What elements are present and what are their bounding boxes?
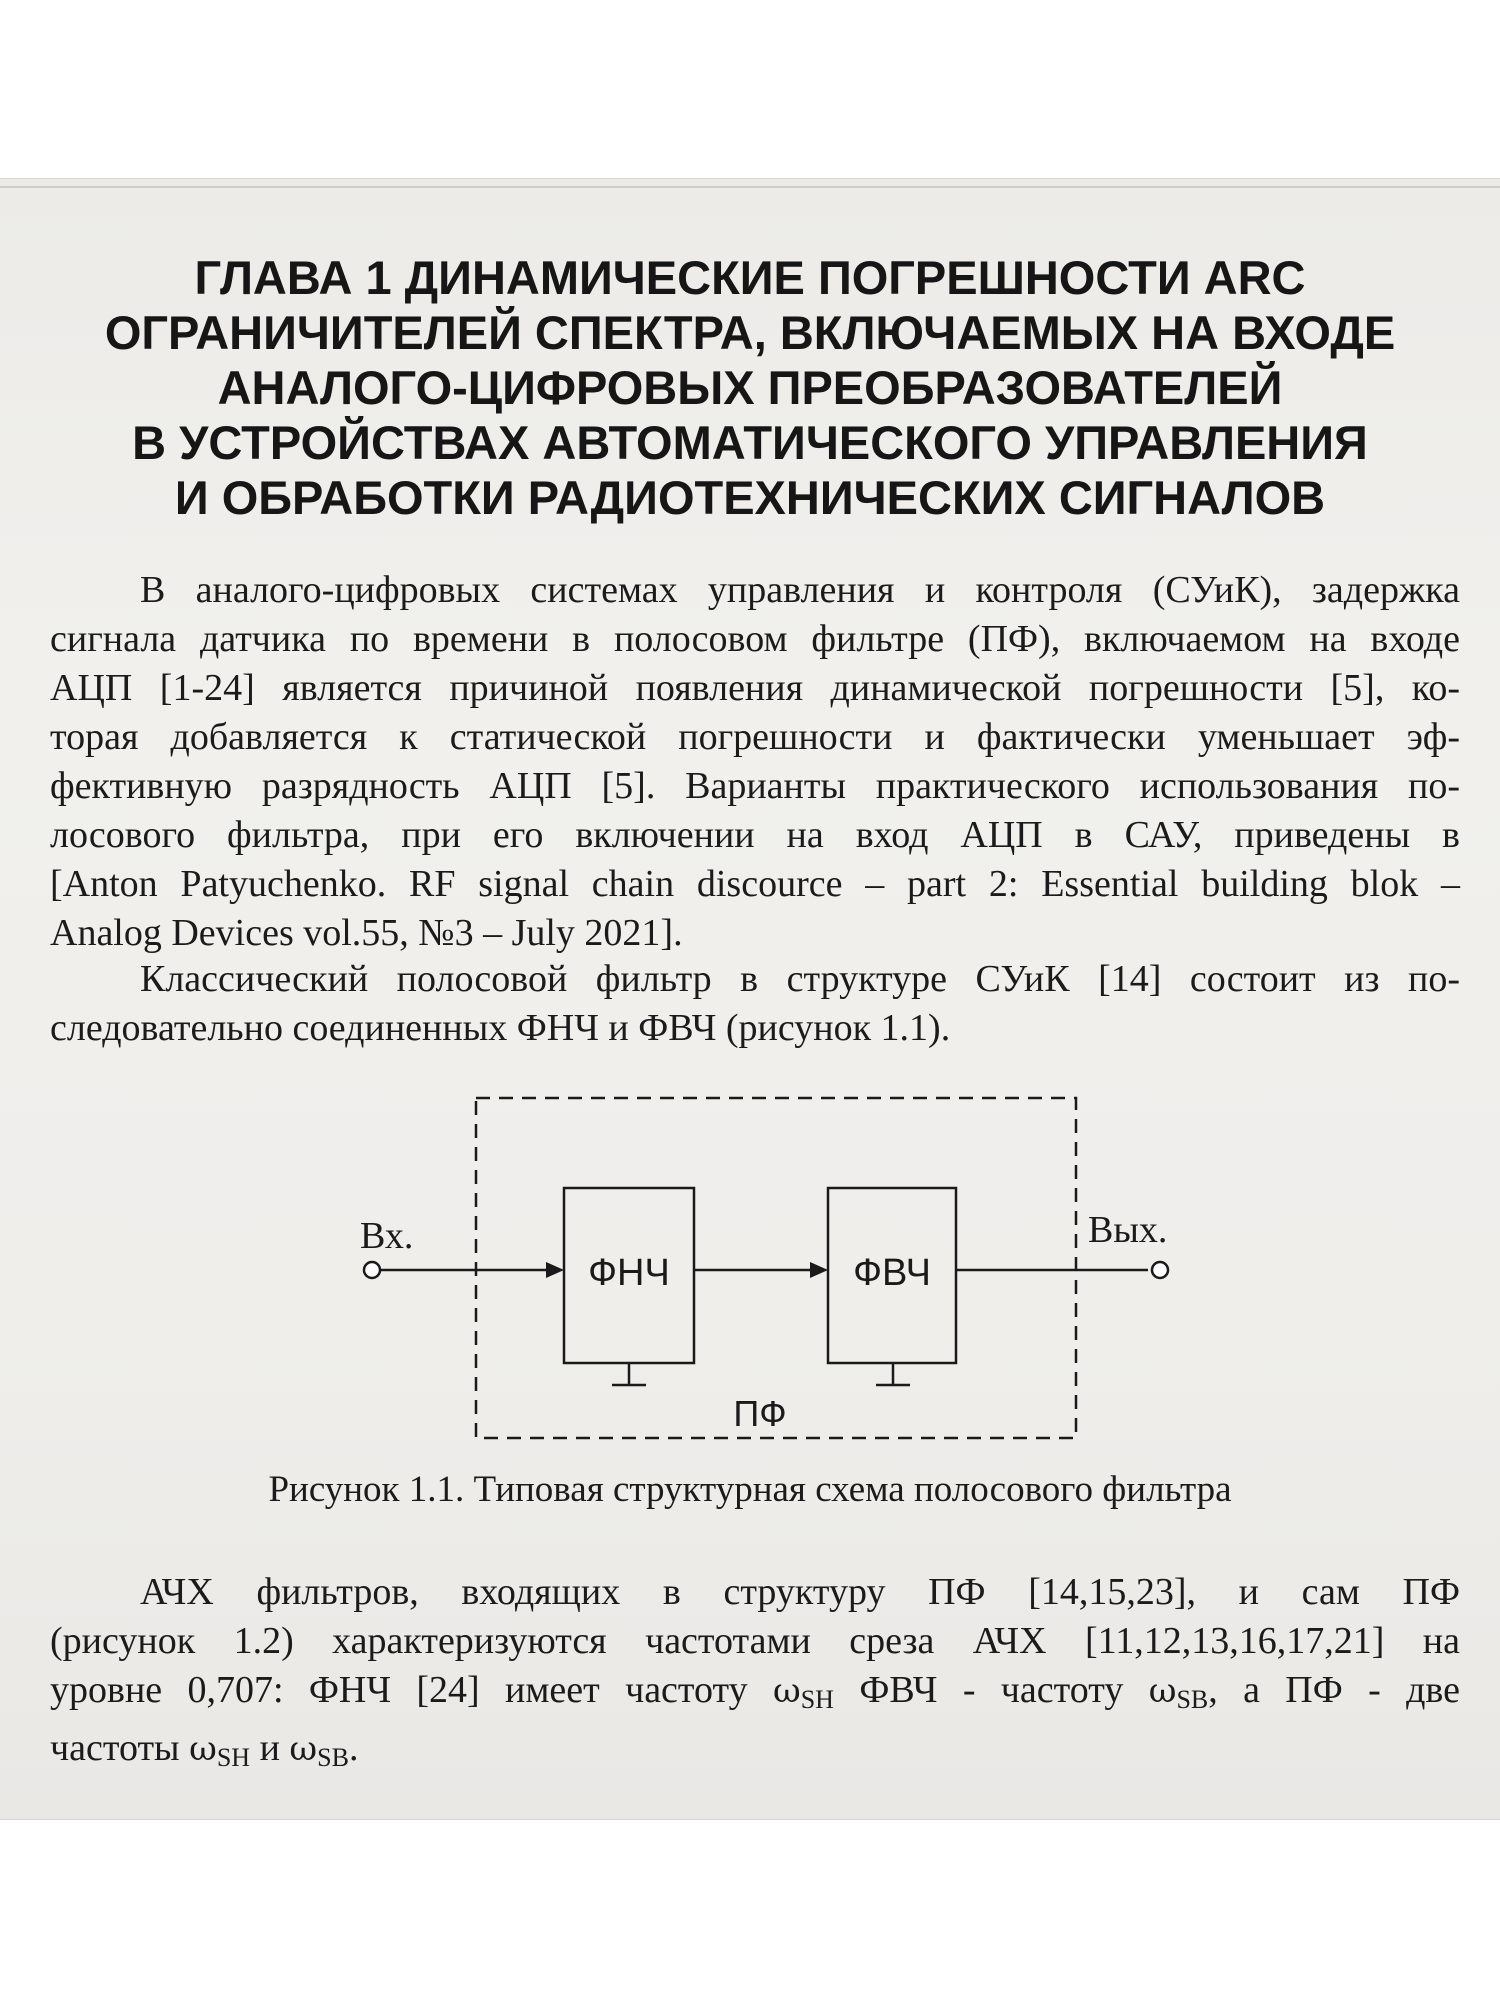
omega-symbol: ω bbox=[772, 1671, 801, 1711]
paragraph-intro bbox=[50, 566, 1460, 958]
lpf-label: ФНЧ bbox=[588, 1252, 670, 1294]
text-line: Analog Devices vol.55, №3 – July 2021]. bbox=[50, 912, 683, 954]
text-line: фективную разрядность АЦП [5]. Варианты практического использования по- bbox=[50, 765, 1460, 807]
chapter-title bbox=[90, 250, 1410, 525]
subscript-sh: SH bbox=[216, 1743, 251, 1772]
text-line: АЦП [1-24] является причиной появления динамической погрешности [5], ко- bbox=[50, 667, 1460, 709]
page-top-edge bbox=[0, 186, 1500, 188]
omega-symbol: ω bbox=[1148, 1671, 1177, 1711]
title-line: ОГРАНИЧИТЕЛЕЙ СПЕКТРА, ВКЛЮЧАЕМЫХ НА ВХОДЕ bbox=[104, 306, 1396, 359]
paragraph-frequency-response bbox=[50, 1568, 1460, 1782]
arrow-to-hpf bbox=[810, 1262, 828, 1278]
text-line: лосового фильтра, при его включении на вход АЦП в САУ, приведены в bbox=[50, 814, 1460, 856]
title-line: АНАЛОГО-ЦИФРОВЫХ ПРЕОБРАЗОВАТЕЛЕЙ bbox=[217, 361, 1283, 414]
text-line: сигнала датчика по времени в полосовом фильтре (ПФ), включаемом на входе bbox=[50, 618, 1460, 660]
text-line: [Anton Patyuchenko. RF signal chain discource – part 2: Essential building blok – bbox=[50, 863, 1460, 905]
text-line: АЧХ фильтров, входящих в структуру ПФ [14,15,23], и сам ПФ bbox=[140, 1571, 1460, 1613]
text-line: торая добавляется к статической погрешности и фактически уменьшает эф- bbox=[50, 716, 1460, 758]
bandpass-filter-diagram bbox=[350, 1090, 1168, 1460]
bandpass-label: ПФ bbox=[733, 1393, 787, 1434]
subscript-sb: SB bbox=[317, 1743, 349, 1772]
subscript-sb: SB bbox=[1176, 1685, 1209, 1714]
title-line: В УСТРОЙСТВАХ АВТОМАТИЧЕСКОГО УПРАВЛЕНИЯ bbox=[132, 416, 1368, 469]
text-line: В аналого-цифровых системах управления и контроля (СУиК), задержка bbox=[140, 569, 1460, 611]
input-label: Вх. bbox=[360, 1215, 414, 1257]
subscript-sh: SH bbox=[800, 1685, 834, 1714]
omega-symbol: ω bbox=[189, 1729, 217, 1769]
text-line: частоты $\omega_{SH}$ и $\omega_{SB}$. bbox=[50, 1727, 359, 1772]
bandpass-group-frame bbox=[476, 1098, 1076, 1438]
text-line: следовательно соединенных ФНЧ и ФВЧ (рисунок 1.1). bbox=[50, 1007, 951, 1049]
output-terminal bbox=[1152, 1262, 1168, 1278]
title-line: И ОБРАБОТКИ РАДИОТЕХНИЧЕСКИХ СИГНАЛОВ bbox=[174, 471, 1326, 524]
omega-symbol: ω bbox=[289, 1729, 318, 1769]
title-line: ГЛАВА 1 ДИНАМИЧЕСКИЕ ПОГРЕШНОСТИ ARC bbox=[194, 251, 1306, 304]
text-line: Классический полосовой фильтр в структуре СУиК [14] состоит из по- bbox=[140, 958, 1460, 1000]
arrow-to-lpf bbox=[546, 1262, 564, 1278]
output-label: Вых. bbox=[1088, 1209, 1168, 1251]
text-line: уровне 0,707: ФНЧ [24] имеет частоту $\omega_{SH}$ ФВЧ - частоту $\omega_{SB}$, а ПФ - две bbox=[50, 1669, 1461, 1714]
hpf-label: ФВЧ bbox=[853, 1252, 931, 1294]
paragraph-classic-filter bbox=[50, 955, 1460, 1053]
input-terminal bbox=[364, 1262, 380, 1278]
figure-caption: Рисунок 1.1. Типовая структурная схема полосового фильтра bbox=[268, 1469, 1232, 1510]
text-line: (рисунок 1.2) характеризуются частотами среза АЧХ [11,12,13,16,17,21] на bbox=[50, 1620, 1460, 1662]
